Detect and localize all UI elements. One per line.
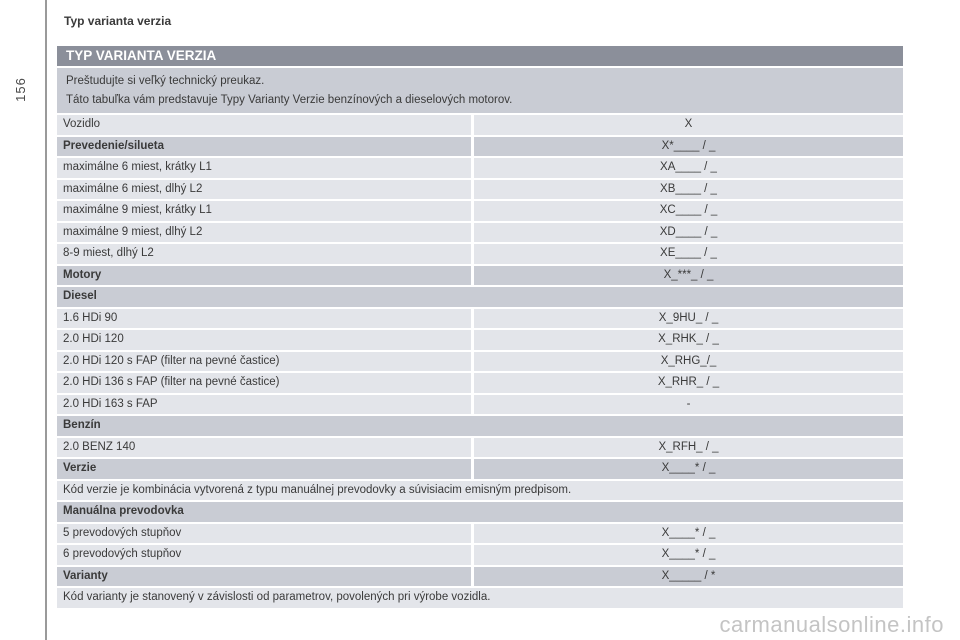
- row-label: 2.0 HDi 163 s FAP: [57, 395, 471, 415]
- row-label: Prevedenie/silueta: [57, 137, 471, 157]
- row-value: X_***_ / _: [474, 266, 903, 286]
- intro-line: Preštudujte si veľký technický preukaz.: [66, 75, 265, 87]
- table-row: [57, 352, 903, 372]
- row-label: maximálne 6 miest, dlhý L2: [57, 180, 471, 200]
- row-label: maximálne 9 miest, krátky L1: [57, 201, 471, 221]
- table-row: [57, 545, 903, 565]
- margin-bar: [45, 0, 47, 640]
- type-variant-version-table: [57, 46, 903, 610]
- row-value: XE____ / _: [474, 244, 903, 264]
- table-row: [57, 115, 903, 135]
- row-label: Verzie: [57, 459, 471, 479]
- table-row: [57, 373, 903, 393]
- table-group-row: [57, 502, 903, 522]
- row-label: maximálne 9 miest, dlhý L2: [57, 223, 471, 243]
- row-value: XB____ / _: [474, 180, 903, 200]
- table-note-row: [57, 481, 903, 501]
- row-value: X: [474, 115, 903, 135]
- table-row: [57, 438, 903, 458]
- row-label: Varianty: [57, 567, 471, 587]
- table-group-row: [57, 287, 903, 307]
- row-value: X_RHK_ / _: [474, 330, 903, 350]
- table-row: [57, 567, 903, 587]
- row-value: X_RHR_ / _: [474, 373, 903, 393]
- note-text: Kód verzie je kombinácia vytvorená z typu manuálnej prevodovky a súvisiacim emisným predpisom.: [57, 481, 903, 501]
- row-label: 2.0 BENZ 140: [57, 438, 471, 458]
- page-number: 156: [12, 77, 28, 102]
- row-value: X_____ / *: [474, 567, 903, 587]
- table-row: [57, 524, 903, 544]
- table-row: [57, 459, 903, 479]
- table-group-row: [57, 416, 903, 436]
- watermark: carmanualsonline.info: [719, 612, 944, 637]
- table-row: [57, 137, 903, 157]
- row-label: Vozidlo: [57, 115, 471, 135]
- row-value: X*____ / _: [474, 137, 903, 157]
- row-label: maximálne 6 miest, krátky L1: [57, 158, 471, 178]
- table-title: TYP VARIANTA VERZIA: [57, 46, 903, 66]
- row-value: XD____ / _: [474, 223, 903, 243]
- row-value: X_RFH_ / _: [474, 438, 903, 458]
- row-value: X_RHG_/_: [474, 352, 903, 372]
- row-label: 1.6 HDi 90: [57, 309, 471, 329]
- row-value: X____* / _: [474, 459, 903, 479]
- group-label: Benzín: [57, 416, 903, 436]
- intro-line: Táto tabuľka vám predstavuje Typy Varianty Verzie benzínových a dieselových motorov.: [66, 94, 513, 106]
- table-row: [57, 395, 903, 415]
- row-value: XA____ / _: [474, 158, 903, 178]
- row-value: X____* / _: [474, 545, 903, 565]
- table-row: [57, 244, 903, 264]
- table-row: [57, 223, 903, 243]
- row-label: 2.0 HDi 120 s FAP (filter na pevné častice): [57, 352, 471, 372]
- section-header: Typ varianta verzia: [64, 14, 172, 28]
- row-label: Motory: [57, 266, 471, 286]
- row-label: 8-9 miest, dlhý L2: [57, 244, 471, 264]
- row-label: 2.0 HDi 136 s FAP (filter na pevné častice): [57, 373, 471, 393]
- row-label: 2.0 HDi 120: [57, 330, 471, 350]
- note-text: Kód varianty je stanovený v závislosti od parametrov, povolených pri výrobe vozidla.: [57, 588, 903, 608]
- table-row: [57, 266, 903, 286]
- table-row: [57, 201, 903, 221]
- table-row: [57, 158, 903, 178]
- row-label: 5 prevodových stupňov: [57, 524, 471, 544]
- table-row: [57, 330, 903, 350]
- row-value: XC____ / _: [474, 201, 903, 221]
- table-intro: [57, 68, 903, 113]
- row-value: X_9HU_ / _: [474, 309, 903, 329]
- row-value: -: [474, 395, 903, 415]
- table-row: [57, 309, 903, 329]
- group-label: Manuálna prevodovka: [57, 502, 903, 522]
- table-row: [57, 180, 903, 200]
- table-note-row: [57, 588, 903, 608]
- group-label: Diesel: [57, 287, 903, 307]
- row-label: 6 prevodových stupňov: [57, 545, 471, 565]
- row-value: X____* / _: [474, 524, 903, 544]
